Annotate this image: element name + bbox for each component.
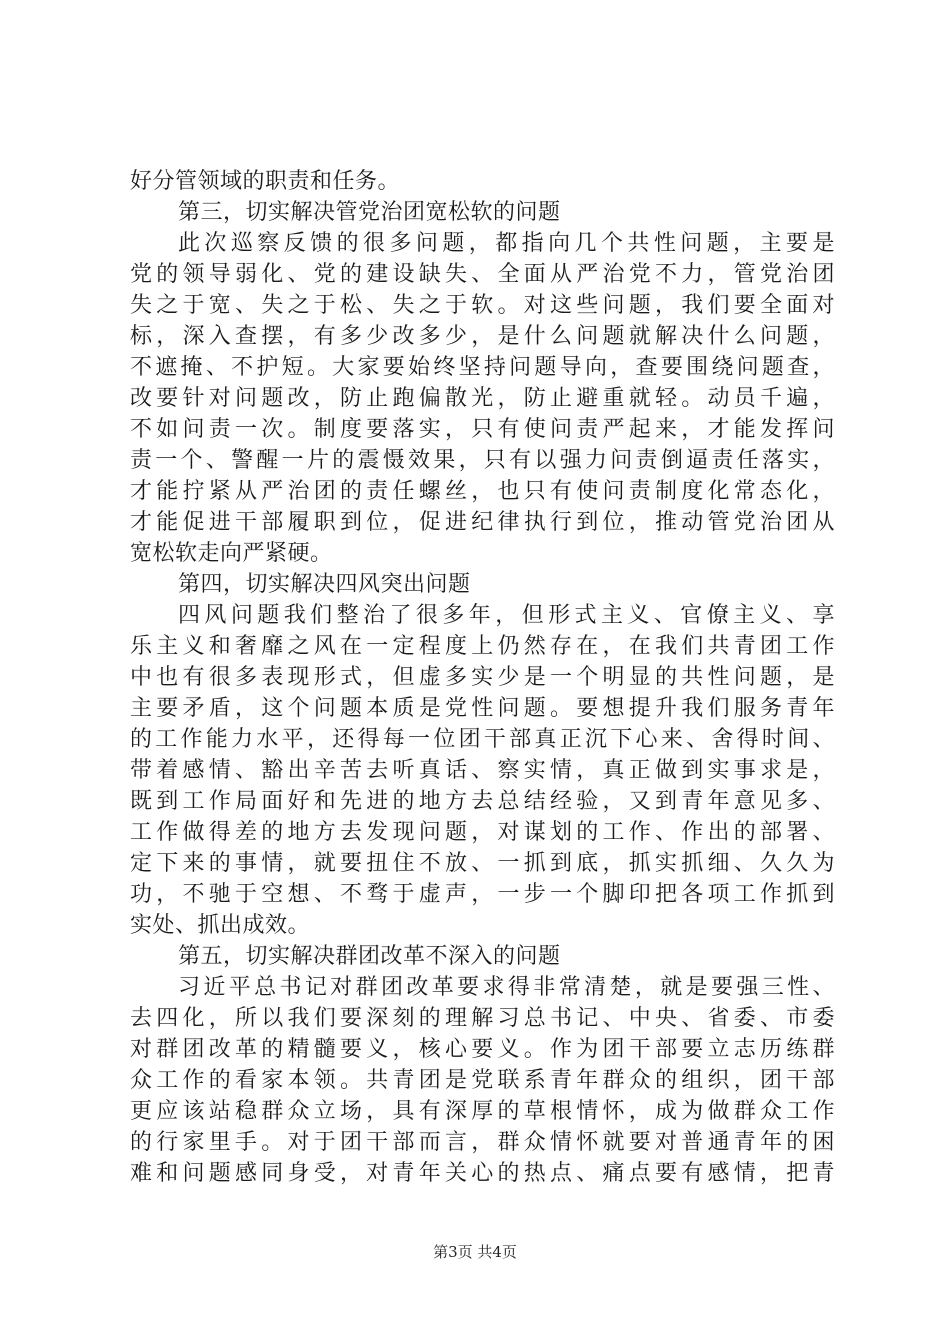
text-line: 不如问责一次。制度要落实，只有使问责严起来，才能发挥问: [130, 417, 835, 442]
text-line: 工作做得差的地方去发现问题，对谋划的工作、作出的部署、: [130, 820, 835, 845]
text-line: 不遮掩、不护短。大家要始终坚持问题导向，查要围绕问题查，: [130, 355, 835, 380]
text-line: 党的领导弱化、党的建设缺失、全面从严治党不力，管党治团: [130, 262, 835, 287]
text-line: 去四化，所以我们要深刻的理解习总书记、中央、省委、市委: [130, 1006, 835, 1031]
text-line: 实处、抓出成效。: [130, 913, 311, 938]
text-line: 责一个、警醒一片的震慑效果，只有以强力问责倒逼责任落实，: [130, 448, 835, 473]
text-line: 失之于宽、失之于松、失之于软。对这些问题，我们要全面对: [130, 293, 835, 318]
text-line: 才能拧紧从严治团的责任螺丝，也只有使问责制度化常态化，: [130, 479, 835, 504]
text-line: 既到工作局面好和先进的地方去总结经验，又到青年意见多、: [130, 789, 835, 814]
text-line: 好分管领域的职责和任务。: [130, 169, 401, 194]
text-line: 改要针对问题改，防止跑偏散光，防止避重就轻。动员千遍，: [130, 386, 835, 411]
text-line: 难和问题感同身受，对青年关心的热点、痛点要有感情，把青: [130, 1161, 835, 1186]
document-body: [130, 166, 835, 1189]
text-line: 第三，切实解决管党治团宽松软的问题: [178, 200, 561, 225]
text-line: 才能促进干部履职到位，促进纪律执行到位，推动管党治团从: [130, 510, 835, 535]
text-line: 第五，切实解决群团改革不深入的问题: [178, 944, 561, 969]
text-line: 此次巡察反馈的很多问题，都指向几个共性问题，主要是: [178, 231, 835, 256]
text-line: 的工作能力水平，还得每一位团干部真正沉下心来、舍得时间、: [130, 727, 835, 752]
text-line: 乐主义和奢靡之风在一定程度上仍然存在，在我们共青团工作: [130, 634, 835, 659]
text-line: 习近平总书记对群团改革要求得非常清楚，就是要强三性、: [178, 975, 835, 1000]
text-line: 众工作的看家本领。共青团是党联系青年群众的组织，团干部: [130, 1068, 835, 1093]
text-line: 的行家里手。对于团干部而言，群众情怀就要对普通青年的困: [130, 1130, 835, 1155]
text-line: 主要矛盾，这个问题本质是党性问题。要想提升我们服务青年: [130, 696, 835, 721]
text-line: 四风问题我们整治了很多年，但形式主义、官僚主义、享: [178, 603, 835, 628]
text-line: 对群团改革的精髓要义，核心要义。作为团干部要立志历练群: [130, 1037, 835, 1062]
text-line: 功，不驰于空想、不骛于虚声，一步一个脚印把各项工作抓到: [130, 882, 835, 907]
text-line: 标，深入查摆，有多少改多少，是什么问题就解决什么问题，: [130, 324, 835, 349]
text-line: 第四，切实解决四风突出问题: [178, 572, 471, 597]
text-line: 更应该站稳群众立场，具有深厚的草根情怀，成为做群众工作: [130, 1099, 835, 1124]
text-line: 中也有很多表现形式，但虚多实少是一个明显的共性问题，是: [130, 665, 835, 690]
text-line: 宽松软走向严紧硬。: [130, 541, 333, 566]
text-line: 定下来的事情，就要扭住不放、一抓到底，抓实抓细、久久为: [130, 851, 835, 876]
text-line: 带着感情、豁出辛苦去听真话、察实情，真正做到实事求是，: [130, 758, 835, 783]
page-footer: 第3页 共4页: [433, 1243, 517, 1261]
